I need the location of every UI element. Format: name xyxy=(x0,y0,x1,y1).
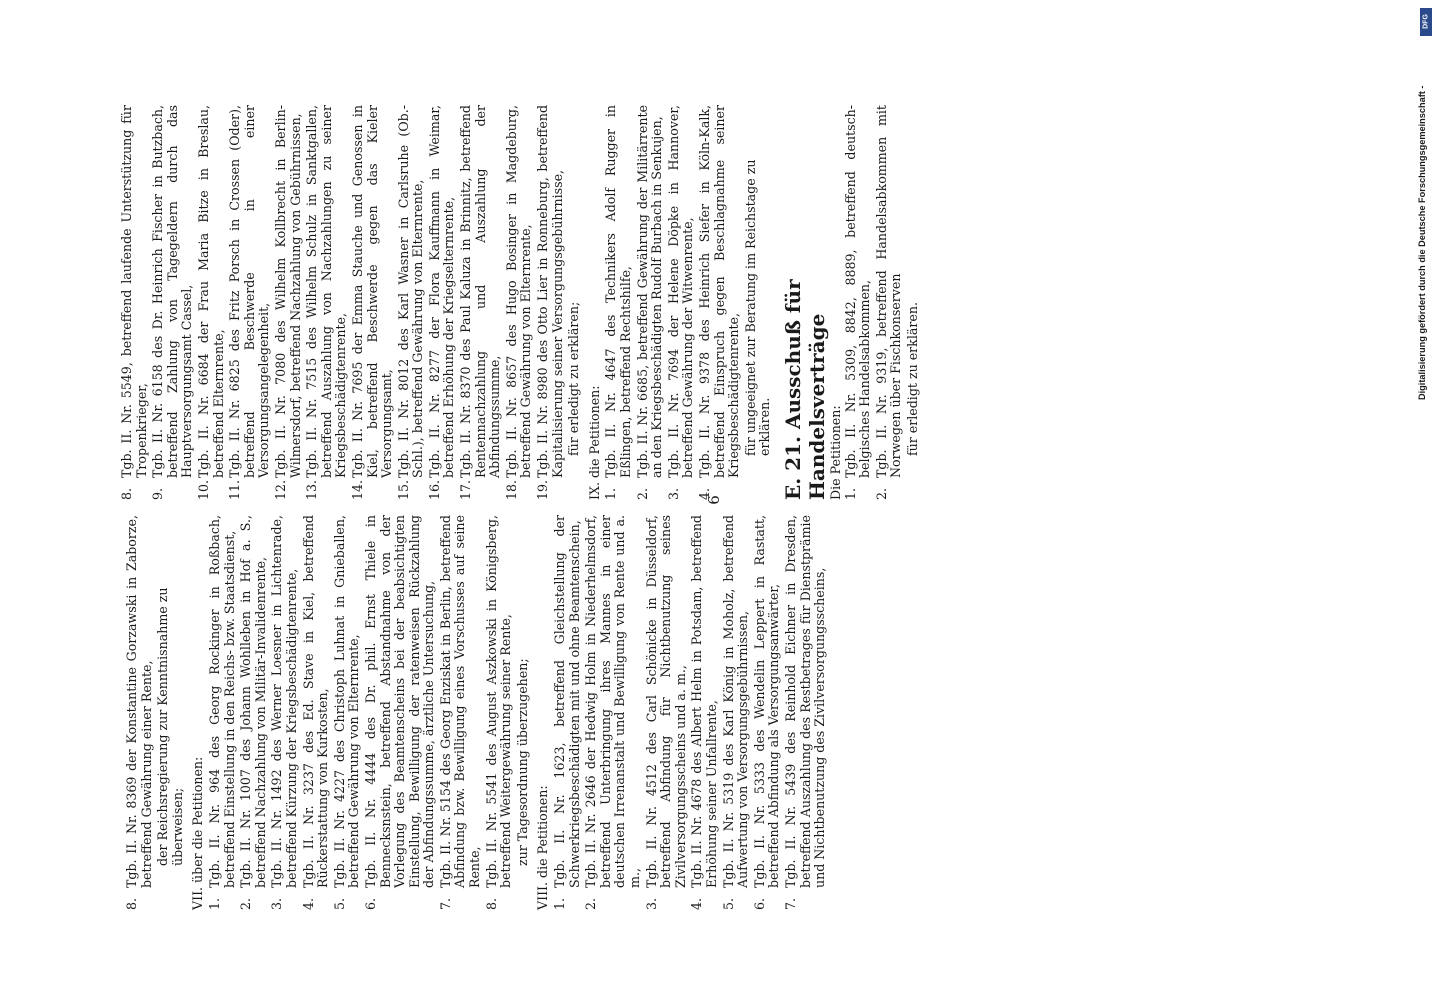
item-text: Tgb. II. Nr. 4647 des Technikers Adolf Rugger in Eßlingen, betreffend Rechtshilfe, xyxy=(603,105,633,478)
item-text: Tgb. II. Nr. 2646 der Hedwig Holm in Niederhelmsdorf, betreffend Unterbringung ihres Mannes in einer deutschen Irrenanstalt und Bewilligung von Rente und a. m., xyxy=(583,515,642,888)
item-text: Tgb. II. Nr. 5549, betreffend laufende Unterstützung für Tropenkrieger, xyxy=(119,105,149,478)
item-number: 1. xyxy=(842,487,858,500)
list-item xyxy=(784,515,828,910)
list-item xyxy=(364,515,437,910)
item-text: Tgb. II. Nr. 8369 der Konstantine Gorzawski in Zaborze, betreffend Gewährung einer Rente, xyxy=(124,515,154,888)
item-text: Tgb. II. Nr. 7080 des Wilhelm Kollbrecht in Berlin-Wilmersdorf, betreffend Nachzahlung von Gebührnissen, xyxy=(272,105,303,478)
section-heading: VIII. die Petitionen: xyxy=(535,785,551,910)
item-text: Tgb. II. Nr. 1623, betreffend Gleichstellung der Schwerkriegsbeschädigten mit und ohne Beamtenschein, xyxy=(552,515,582,888)
list-item xyxy=(604,105,633,500)
digitization-note xyxy=(1409,10,1429,990)
item-number: 19. xyxy=(535,479,551,500)
item-number: 14. xyxy=(349,479,365,500)
item-number: 3. xyxy=(665,487,681,500)
list-item xyxy=(690,515,719,910)
dfg-logo-text: DFG xyxy=(1422,14,1430,29)
section-heading: IX. die Petitionen: xyxy=(586,385,602,500)
item-number: 2. xyxy=(634,487,650,500)
list-item xyxy=(753,515,782,910)
item-text: Tgb. II. Nr. 9319, betreffend Handelsabkommen mit Norwegen über Fischkonserven xyxy=(873,105,904,478)
item-number: 5. xyxy=(720,897,736,910)
item-number: 3. xyxy=(269,897,285,910)
item-text: Tgb. II. Nr. 3237 des Ed. Stave in Kiel, betreffend Rückerstattung von Kurkosten, xyxy=(300,515,331,888)
list-item xyxy=(505,105,534,500)
list-item xyxy=(274,105,303,500)
item-number: 5. xyxy=(331,897,347,910)
left-column xyxy=(125,515,830,910)
item-number: 3. xyxy=(643,897,659,910)
item-number: 7. xyxy=(782,897,798,910)
list-item xyxy=(636,105,665,500)
item-text: Tgb. II. Nr. 1007 des Johann Wohlleben in Hof a. S., betreffend Nachzahlung von Militär-Invalidenrente, xyxy=(238,515,268,888)
item-number: 15. xyxy=(395,479,411,500)
dfg-logo xyxy=(1420,8,1432,36)
item-text: Tgb. II. Nr. 5309, 8842, 8889, betreffend deutsch-belgisches Handelsabkommen, xyxy=(842,105,873,478)
list-item xyxy=(844,105,873,500)
list-item xyxy=(553,515,582,910)
page-number: 6 xyxy=(705,495,723,505)
item-number: 4. xyxy=(300,897,316,910)
list-item xyxy=(459,105,503,500)
list-item xyxy=(428,105,457,500)
item-number: 8. xyxy=(119,487,134,500)
list-item xyxy=(485,515,514,910)
section-e-heading: E. 21. Ausschuß für Handelsverträge xyxy=(780,279,829,500)
item-number: 17. xyxy=(458,479,474,500)
right-column xyxy=(120,105,927,500)
item-text: Tgb. II. Nr. 5541 des August Aszkowski in Königsberg, betreffend Weitergewährung seiner Rente, xyxy=(483,515,514,888)
list-item xyxy=(536,105,565,500)
item-text: Tgb. II. Nr. 7694 der Helene Döpke in Hannover, betreffend Gewährung der Witwenrente, xyxy=(665,105,696,478)
item-text: Tgb. II. Nr. 6685, betreffend Gewährung der Militärrente an den Kriegsbeschädigten Rudolf Burbach in Senkujen, xyxy=(634,105,665,478)
list-item xyxy=(667,105,696,500)
list-item xyxy=(698,105,742,500)
list-item xyxy=(197,105,226,500)
item-number: 2. xyxy=(238,897,254,910)
item-text: Tgb. II. Nr. 5439 des Reinhold Eichner in Dresden, betreffend Auszahlung des Restbetrages für Dienstprämie und Nichtbenutzung des Zivilversorgungsscheins, xyxy=(782,515,828,888)
section-list xyxy=(120,105,565,500)
item-number: 6. xyxy=(751,897,767,910)
decision-text: für ungeeignet zur Beratung im Reichstage zu erklären. xyxy=(742,159,773,456)
list-item xyxy=(302,515,331,910)
decision-text: für erledigt zu erklären. xyxy=(904,302,920,456)
item-number: 6. xyxy=(362,897,378,910)
list-item xyxy=(151,105,195,500)
item-text: Tgb. II. Nr. 8277 der Flora Kauffmann in Weimar, betreffend Erhöhung der Kriegselternrente, xyxy=(426,105,457,478)
section-list xyxy=(604,105,741,500)
item-number: 1. xyxy=(603,487,619,500)
item-number: 8. xyxy=(124,897,139,910)
item-text: Tgb. II. Nr. 5154 des Georg Enziskat in Berlin, betreffend Abfindung bzw. Bewilligung eines Vorschusses auf seine Rente, xyxy=(437,515,483,888)
section-list xyxy=(208,515,514,910)
list-item xyxy=(125,515,154,910)
item-number: 13. xyxy=(304,479,320,500)
item-text: Tgb. II. Nr. 4512 des Carl Schönicke in Düsseldorf, betreffend Abfindung für Nichtbenutzung seines Zivilversorgungsscheins und a. m., xyxy=(643,515,688,888)
decision-text: der Reichsregierung zur Kenntnisnahme zu überweisen; xyxy=(155,587,185,866)
item-number: 11. xyxy=(227,479,243,500)
item-text: Tgb. II. Nr. 6684 der Frau Maria Bitze in Breslau, betreffend Elternrente, xyxy=(195,105,226,478)
item-text: Tgb. II. Nr. 7695 der Emma Stauche und Genossen in Kiel, betreffend Beschwerde gegen das Kieler Versorgungsamt, xyxy=(349,105,395,478)
item-text: Tgb. II. Nr. 4227 des Christoph Luhnat in Gnieballen, betreffend Gewährung von Elternrente, xyxy=(331,515,362,888)
item-number: 4. xyxy=(696,487,712,500)
item-number: 9. xyxy=(150,487,166,500)
list-item xyxy=(351,105,395,500)
list-item xyxy=(333,515,362,910)
item-text: Tgb. II. Nr. 4444 des Dr. phil. Ernst Thiele in Bennecksnstein, betreffend Abstandnahme von der Vorlegung des Beamtenscheins bei der beabsichtigten Einstellung, Bewilligung der ratenweisen Rückzahlung der Abfindungssumme, ärztliche Untersuchung, xyxy=(362,515,437,888)
item-text: Tgb. II. Nr. 964 des Georg Rockinger in Roßbach, betreffend Einstellung in den Reichs- bzw. Staatsdienst, xyxy=(206,515,237,888)
section-list xyxy=(844,105,904,500)
list-item xyxy=(397,105,426,500)
item-text: Tgb. II. Nr. 5319 des Karl König in Moholz, betreffend Aufwertung von Versorgungsgebührnissen, xyxy=(720,515,751,888)
item-number: 1. xyxy=(552,897,568,910)
list-item xyxy=(875,105,904,500)
list-item xyxy=(228,105,272,500)
item-number: 2. xyxy=(873,487,889,500)
item-text: Tgb. II. Nr. 8370 des Paul Kaluza in Brinnitz, betreffend Rentennachzahlung und Auszahlung der Abfindungssumme, xyxy=(458,105,503,478)
digitization-note-text: Digitalisierung gefördert durch die Deutsche Forschungsgemeinschaft - xyxy=(1417,85,1427,400)
item-number: 10. xyxy=(195,479,211,500)
item-number: 1. xyxy=(206,897,222,910)
list-item xyxy=(439,515,483,910)
item-number: 18. xyxy=(503,479,519,500)
item-text: Tgb. II. Nr. 8980 des Otto Lier in Ronneburg, betreffend Kapitalisierung seiner Versorgungsgebührnisse, xyxy=(535,105,565,478)
decision-text: zur Tagesordnung überzugehen; xyxy=(514,658,530,866)
item-text: Tgb. II. Nr. 5333 des Wendelin Leppert in Rastatt, betreffend Abfindung als Versorgungsanwärter, xyxy=(751,515,782,888)
item-number: 16. xyxy=(426,479,442,500)
item-number: 12. xyxy=(272,479,288,500)
decision-text: für erledigt zu erklären; xyxy=(566,301,582,456)
item-text: Tgb. II. Nr. 7515 des Wilhelm Schulz in Sanktgallen, betreffend Auszahlung von Nachzahlungen zu seiner Kriegsbeschädigtenrente, xyxy=(304,105,349,478)
list-item xyxy=(120,105,149,500)
item-number: 4. xyxy=(689,897,705,910)
item-text: Tgb. II. Nr. 8657 des Hugo Bosinger in Magdeburg, betreffend Gewährung von Elternrente, xyxy=(503,105,534,478)
item-text: Tgb. II. Nr. 8012 des Karl Wasner in Carlsruhe (Ob.-Schl.), betreffend Gewährung von Elternrente, xyxy=(395,105,426,478)
item-text: Tgb. II. Nr. 4678 des Albert Helm in Potsdam, betreffend Erhöhung seiner Unfallrente, xyxy=(689,515,719,888)
item-text: Tgb. II. Nr. 6158 des Dr. Heinrich Fischer in Butzbach, betreffend Zahlung von Tagegeldern durch das Hauptversorgungsamt Cassel, xyxy=(150,105,195,478)
list-item xyxy=(645,515,689,910)
list-item xyxy=(722,515,751,910)
section-heading: VII. über die Petitionen: xyxy=(190,756,206,910)
list-item xyxy=(584,515,642,910)
item-text: Tgb. II. Nr. 9378 des Heinrich Siefer in Köln-Kalk, betreffend Einspruch gegen Beschlagnahme seiner Kriegsbeschädigtenrente, xyxy=(696,105,742,478)
list-item xyxy=(239,515,268,910)
item-text: Tgb. II. Nr. 6825 des Fritz Porsch in Crossen (Oder), betreffend Beschwerde in einer Versorgungsangelegenheit, xyxy=(227,105,272,478)
section-e-intro: Die Petitionen: xyxy=(827,405,843,500)
list-item xyxy=(305,105,349,500)
item-number: 8. xyxy=(483,897,499,910)
section-list xyxy=(553,515,828,910)
list-item xyxy=(270,515,299,910)
item-number: 7. xyxy=(437,897,453,910)
list-item xyxy=(208,515,237,910)
item-number: 2. xyxy=(583,897,599,910)
item-text: Tgb. II. Nr. 1492 des Werner Loesner in Lichtenrade, betreffend Kürzung der Kriegsbeschädigtenrente, xyxy=(269,515,299,888)
